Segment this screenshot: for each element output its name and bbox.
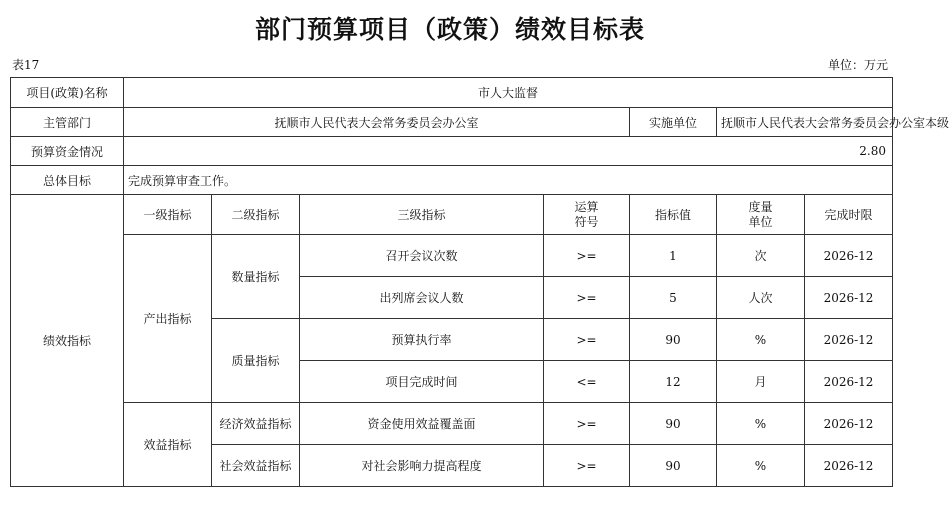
header-level2: 二级指标 [212, 195, 300, 235]
table-row [11, 403, 893, 445]
indicator-value: 1 [630, 235, 717, 277]
indicator-name: 出列席会议人数 [300, 277, 544, 319]
impl-value: 抚顺市人民代表大会常务委员会办公室本级 [717, 108, 893, 137]
group-economic: 经济效益指标 [212, 403, 300, 445]
department-row [11, 108, 893, 137]
group-quality: 质量指标 [212, 319, 300, 403]
table-number: 表17 [12, 58, 40, 72]
budget-value: 2.80 [124, 137, 893, 166]
indicator-operator: >= [544, 277, 630, 319]
table-row [11, 235, 893, 277]
performance-target-table [10, 77, 949, 487]
dept-value: 抚顺市人民代表大会常务委员会办公室 [124, 108, 630, 137]
unit-label: 单位：万元 [827, 58, 888, 72]
indicator-header-row [11, 195, 893, 235]
goal-row [11, 166, 893, 195]
indicator-value: 90 [630, 319, 717, 361]
indicator-deadline: 2026-12 [805, 277, 893, 319]
indicator-value: 12 [630, 361, 717, 403]
indicator-unit: 次 [717, 235, 805, 277]
indicator-deadline: 2026-12 [805, 235, 893, 277]
dept-label: 主管部门 [11, 108, 124, 137]
indicator-unit: 人次 [717, 277, 805, 319]
header-unit: 度量 单位 [717, 195, 805, 235]
project-name-label: 项目(政策)名称 [11, 78, 124, 108]
budget-row [11, 137, 893, 166]
indicator-operator: <= [544, 361, 630, 403]
indicator-operator: >= [544, 235, 630, 277]
group-quantity: 数量指标 [212, 235, 300, 319]
indicator-name: 召开会议次数 [300, 235, 544, 277]
header-level3: 三级指标 [300, 195, 544, 235]
indicator-value: 90 [630, 403, 717, 445]
group-benefit: 效益指标 [124, 403, 212, 487]
group-social: 社会效益指标 [212, 445, 300, 487]
group-output: 产出指标 [124, 235, 212, 403]
header-level1: 一级指标 [124, 195, 212, 235]
indicator-unit: % [717, 319, 805, 361]
indicator-unit: % [717, 403, 805, 445]
header-deadline: 完成时限 [805, 195, 893, 235]
impl-label: 实施单位 [630, 108, 717, 137]
indicator-deadline: 2026-12 [805, 445, 893, 487]
project-name-value: 市人大监督 [124, 78, 893, 108]
goal-label: 总体目标 [11, 166, 124, 195]
goal-value: 完成预算审查工作。 [124, 166, 893, 195]
indicator-name: 预算执行率 [300, 319, 544, 361]
header-value: 指标值 [630, 195, 717, 235]
page-title: 部门预算项目（政策）绩效目标表 [254, 15, 645, 44]
project-name-row [11, 78, 893, 108]
indicator-deadline: 2026-12 [805, 361, 893, 403]
perf-indicator-label: 绩效指标 [11, 195, 124, 487]
indicator-deadline: 2026-12 [805, 319, 893, 361]
indicator-operator: >= [544, 445, 630, 487]
indicator-operator: >= [544, 319, 630, 361]
indicator-value: 90 [630, 445, 717, 487]
budget-label: 预算资金情况 [11, 137, 124, 166]
header-operator: 运算 符号 [544, 195, 630, 235]
indicator-deadline: 2026-12 [805, 403, 893, 445]
indicator-operator: >= [544, 403, 630, 445]
indicator-name: 资金使用效益覆盖面 [300, 403, 544, 445]
indicator-name: 项目完成时间 [300, 361, 544, 403]
indicator-value: 5 [630, 277, 717, 319]
indicator-unit: 月 [717, 361, 805, 403]
indicator-unit: % [717, 445, 805, 487]
indicator-name: 对社会影响力提高程度 [300, 445, 544, 487]
